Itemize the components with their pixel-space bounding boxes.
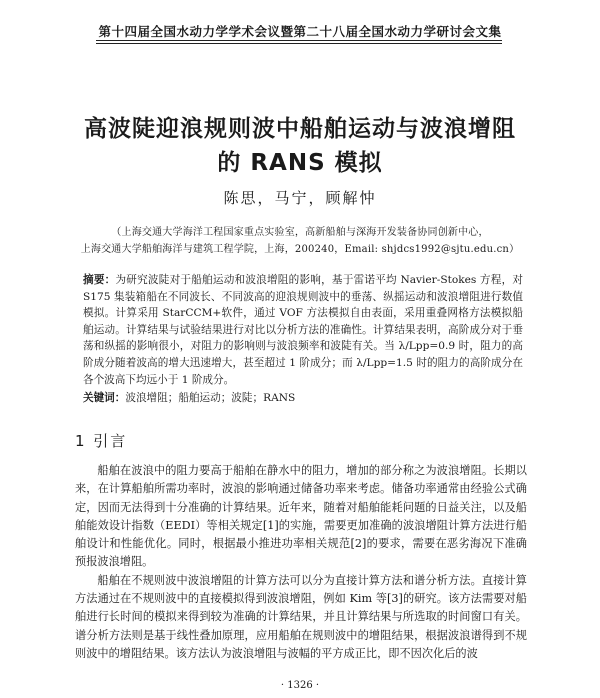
running-header: 第十四届全国水动力学学术会议暨第二十八届全国水动力学研讨会文集 — [98, 24, 502, 39]
authors: 陈思，马宁，顾解忡 — [223, 189, 377, 207]
section-heading: 1 引言 — [75, 432, 128, 450]
paper-title-line2: 的 RANS 模拟 — [217, 150, 383, 176]
paragraph-1: 船舶在波浪中的阻力要高于船舶在静水中的阻力，增加的部分称之为波浪增阻。长期以来，在计算船舶所需功率时，波浪的影响通过储备功率来考虑。储备功率通常由经验公式确定，因而无法得到十分准确的计算结果。近年来，随着对船舶能耗问题的日益关注，以及船舶能效设计指数（EEDI）等相关规定[1]的实施，需要更加准确的波浪增阻计算方法进行船舶设计和性能优化。同时，根据最小推进功率相关规范[2]的要求，需要在恶劣海况下准确预报波浪增阻。 — [75, 464, 527, 569]
header-rule-top — [96, 40, 502, 41]
keywords — [83, 390, 523, 405]
paragraph-2: 船舶在不规则波中波浪增阻的计算方法可以分为直接计算方法和谱分析方法。直接计算方法通过在不规则波中的直接模拟得到波浪增阻，例如 Kim 等[3]的研究。该方法需要对船舶进行长时间的模拟来得到较为准确的计算结果，并且计算结果与所选取的时间窗口有关。谱分析方法则是基于线性叠加原理，应用船舶在规则波中的增阻结果，根据波浪谱得到不规则波中的增阻结果。该方法认为波浪增阻与波幅的平方成正比，即不因次化后的波 — [75, 573, 527, 660]
affiliation-line1: （上海交通大学海洋工程国家重点实验室，高新船舶与深海开发装备协同创新中心， — [111, 227, 489, 238]
abstract-text: 为研究波陡对于船舶运动和波浪增阻的影响，基于雷诺平均 Navier-Stokes 方程，对 S175 集装箱船在不同波长、不同波高的迎浪规则波中的垂荡、纵摇运动和波浪增阻进行数值模拟。计算采用 StarCCM+软件，通过 VOF 方法模拟自由表面，采用重叠网格方法模拟船舶运动。计算结果与试验结果进行对比以分析方法的准确性。计算结果表明，高阶成分对于垂荡和纵摇的影响很小，对阻力的影响则与波浪频率和波陡有关。当 λ/Lpp=0.9 时，阻力的高阶成分随着波高的增大迅速增大，甚至超过 1 阶成分；而 λ/Lpp=1.5 时的阻力的高阶成分在各个波高下均远小于 1 阶成分。 — [83, 274, 523, 386]
keywords-text: 波浪增阻；船舶运动；波陡；RANS — [125, 392, 296, 404]
page-number: · 1326 · — [280, 680, 320, 691]
header-rule-bottom — [96, 43, 502, 44]
affiliation-line2: 上海交通大学船舶海洋与建筑工程学院，上海，200240，Email: shjdcs1992@sjtu.edu.cn） — [80, 244, 520, 255]
paper-title-line1: 高波陡迎浪规则波中船舶运动与波浪增阻 — [84, 116, 516, 142]
abstract — [83, 272, 523, 388]
keywords-label: 关键词： — [83, 392, 126, 404]
abstract-label: 摘要： — [83, 274, 116, 286]
body-text — [75, 462, 527, 663]
